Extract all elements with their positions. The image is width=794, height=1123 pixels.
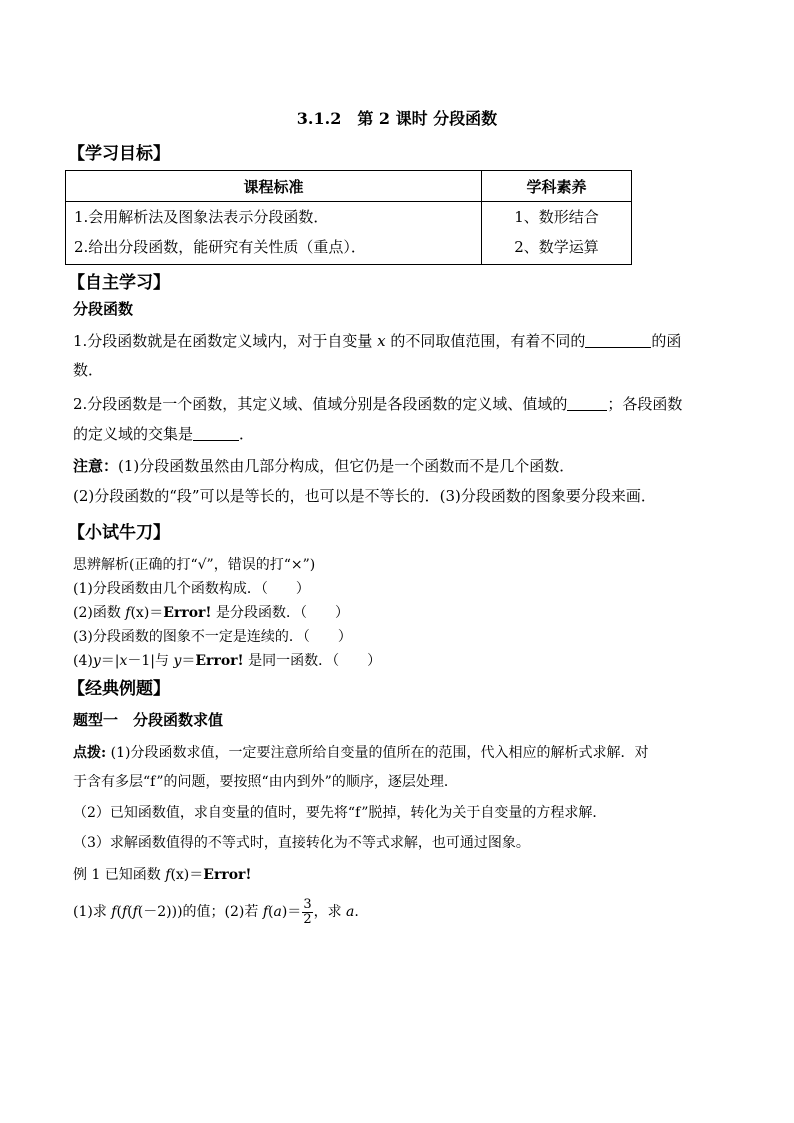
q4-var-y2: y [173, 653, 182, 669]
table-header-row [66, 171, 632, 202]
q-var-a2: a [346, 904, 355, 920]
self-study-p2-line1 [73, 393, 682, 414]
q4-text-a: (4) [73, 653, 93, 669]
tip-text-1: (1)分段函数求值，一定要注意所给自变量的值所在的范围，代入相应的解析式求解．对 [106, 745, 649, 761]
q-paren-1: ( [116, 904, 122, 920]
p1-var-x: x [377, 332, 386, 350]
p2-text-b: ；各段函数 [607, 395, 683, 413]
practice-q2 [73, 602, 349, 622]
q-paren-2: ( [127, 904, 133, 920]
q-text-a: (1)求 [73, 904, 112, 920]
standard-item-2: 2.给出分段函数，能研究有关性质（重点）． [74, 238, 366, 256]
practice-heading: 【小试牛刀】 [68, 523, 170, 543]
tip-line-3: （2）已知函数值，求自变量的值时，要先将“f”脱掉，转化为关于自变量的方程求解． [73, 805, 607, 821]
q-text-h: ，求 [313, 904, 347, 920]
q-func-f3: f [132, 904, 138, 920]
q2-eq: ＝ [149, 605, 164, 621]
q-func-f2: f [121, 904, 128, 920]
ex1-text-a: 例 1 已知函数 [73, 867, 166, 883]
q-text-g: )＝ [281, 904, 302, 920]
examples-heading: 【经典例题】 [68, 679, 170, 699]
tip-line-2: 于含有多层“f”的问题，要按照“由内到外”的顺序，逐层处理． [73, 774, 458, 790]
q4-var-y: y [92, 653, 101, 669]
ex1-error: Error! [203, 867, 252, 883]
ex1-arg: (x) [170, 867, 190, 883]
col-literacy-header: 学科素养 [482, 171, 632, 202]
note-text-1: (1)分段函数虽然由几部分构成，但它仍是一个函数而不是几个函数． [118, 457, 575, 475]
q4-text-c: －1|与 [127, 653, 174, 669]
tip-line-4: （3）求解函数值得的不等式时，直接转化为不等式求解，也可通过图象。 [73, 835, 530, 851]
q2-arg: (x) [130, 605, 150, 621]
q4-var-x: x [119, 653, 128, 669]
q-var-a: a [273, 904, 282, 920]
p2-blank-1[interactable] [567, 396, 607, 411]
note-line-2: (2)分段函数的“段”可以是等长的，也可以是不等长的．(3)分段函数的图象要分段来画． [73, 487, 656, 505]
example1-statement [73, 864, 252, 884]
p1-text-b: 的不同取值范围，有着不同的 [385, 332, 586, 350]
q-func-fa: f [262, 904, 269, 920]
page-title: 3.1.2 第 2 课时 分段函数 [296, 109, 498, 128]
literacy-cell [482, 202, 632, 265]
q4-text-d: ＝ [181, 653, 196, 669]
table-row [66, 202, 632, 265]
tip-label: 点拨: [73, 745, 107, 761]
objectives-table [65, 170, 632, 265]
practice-q3: (3)分段函数的图象不一定是连续的．（ ） [73, 629, 352, 645]
q4-text-e: 是同一函数．（ ） [243, 653, 382, 669]
col-standards-header: 课程标准 [66, 171, 482, 202]
q2-text-a: (2)函数 [73, 605, 126, 621]
practice-intro: 思辨解析(正确的打“√”，错误的打“×”) [73, 557, 316, 573]
literacy-item-2: 2、数学运算 [514, 238, 599, 256]
p1-text-c: 的函 [651, 332, 682, 350]
standard-item-1: 1.会用解析法及图象法表示分段函数． [74, 208, 329, 226]
q4-text-b: ＝| [100, 653, 120, 669]
p1-text-a: 1.分段函数就是在函数定义域内，对于自变量 [73, 332, 378, 350]
q-text-d: (－2)))的值；(2)若 [137, 904, 263, 920]
p2-text-a: 2.分段函数是一个函数，其定义域、值域分别是各段函数的定义域、值域的 [73, 395, 568, 413]
ex1-eq: ＝ [189, 867, 204, 883]
self-study-subheading: 分段函数 [73, 300, 134, 318]
objectives-heading: 【学习目标】 [68, 144, 170, 164]
type1-heading: 题型一 分段函数求值 [73, 711, 224, 729]
fraction-three-halves [302, 898, 312, 927]
tip-line-1 [73, 742, 648, 762]
note-label: 注意： [73, 457, 119, 475]
q2-error: Error! [163, 605, 212, 621]
q2-func-f: f [125, 605, 131, 621]
fraction-denominator: 2 [303, 911, 312, 927]
q-text-j: . [354, 904, 359, 920]
q2-text-b: 是分段函数．（ ） [211, 605, 350, 621]
practice-q1: (1)分段函数由几个函数构成．（ ） [73, 581, 310, 597]
self-study-heading: 【自主学习】 [68, 273, 170, 293]
q-paren-3: ( [268, 904, 274, 920]
p2-text-d: ． [239, 425, 255, 443]
q-func-f1: f [111, 904, 117, 920]
practice-q4 [73, 650, 381, 670]
standards-cell [66, 202, 482, 265]
example1-questions [73, 895, 359, 929]
p2-text-c: 的定义域的交集是 [73, 425, 194, 443]
ex1-func-f: f [165, 867, 171, 883]
p1-blank[interactable] [585, 333, 651, 348]
self-study-p1-line1 [73, 330, 681, 351]
p2-blank-2[interactable] [193, 426, 239, 441]
self-study-p1-line2: 数． [73, 361, 104, 379]
fraction-numerator: 3 [303, 896, 312, 912]
note-line-1 [73, 455, 574, 476]
literacy-item-1: 1、数形结合 [514, 208, 599, 226]
self-study-p2-line2 [73, 423, 254, 444]
q4-error: Error! [195, 653, 244, 669]
